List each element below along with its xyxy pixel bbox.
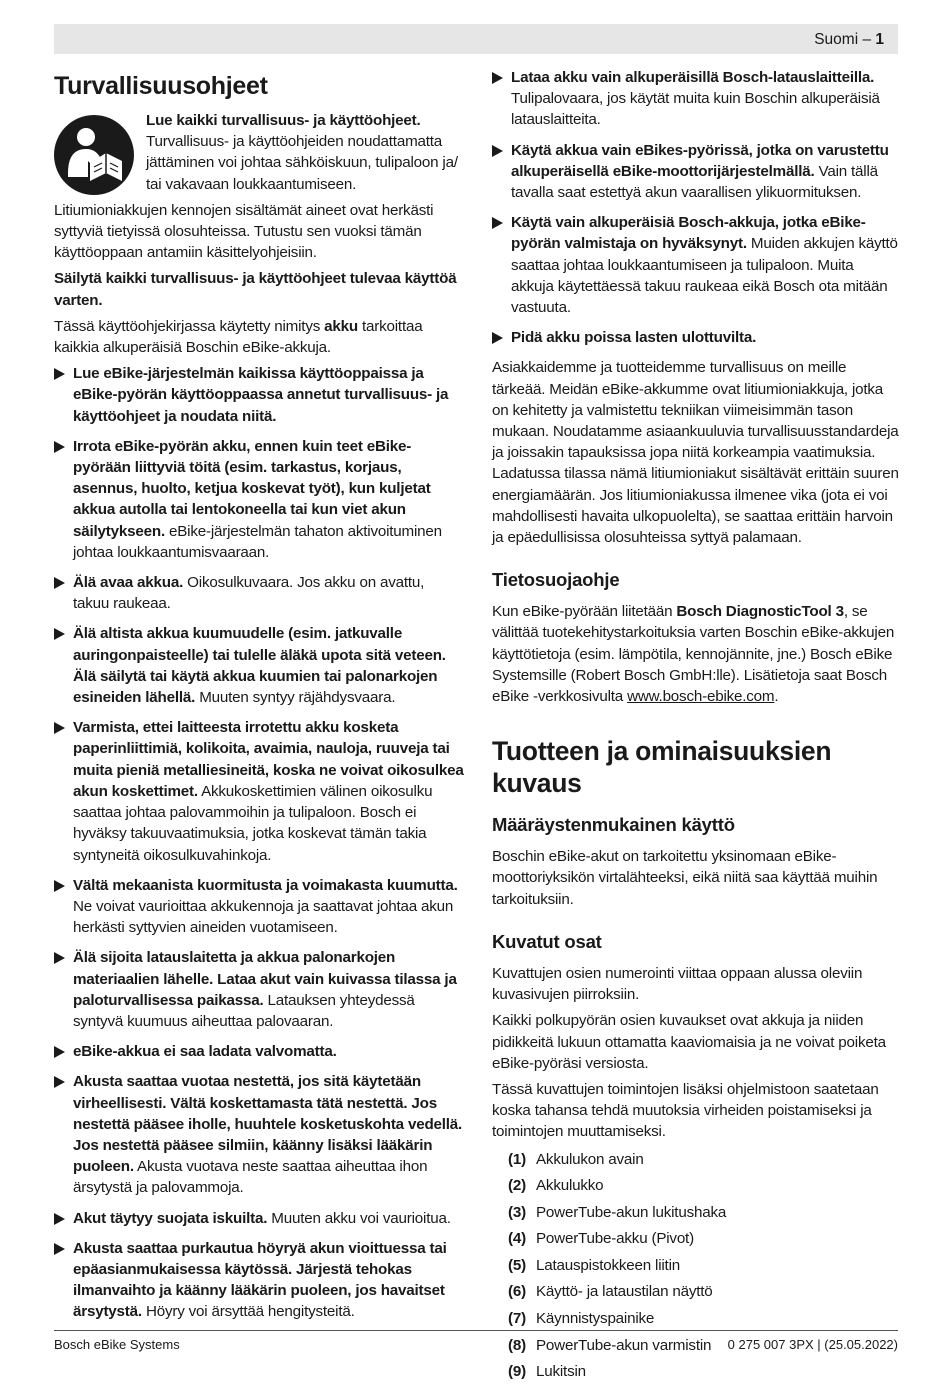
- part-label: Akkulukon avain: [536, 1150, 644, 1168]
- part-number: (5): [508, 1256, 526, 1274]
- item-bold: Akusta saattaa purkautua höyryä akun vioittuessa tai epäasianmukaisessa käytössä. Järjestä tehokas ilmanvaihto ja käänny lääkärin puoleen, jos havaitset ärsytystä.: [73, 1239, 447, 1321]
- parts-title: Kuvatut osat: [492, 930, 602, 952]
- part-number: (4): [508, 1230, 526, 1248]
- part-number: (3): [508, 1203, 526, 1221]
- left-column: [54, 70, 464, 1332]
- bosch-ebike-link[interactable]: www.bosch-ebike.com: [627, 688, 775, 706]
- right-column: [492, 67, 900, 1388]
- item-bold: Käytä vain alkuperäisiä Bosch-akkuja, jotka eBike-pyörän valmistaja on hyväksynyt.: [511, 214, 866, 253]
- item-text: Oikosulkuvaara. Jos akku on avattu, takuu raukeaa.: [73, 574, 425, 613]
- list-item: [492, 1202, 900, 1223]
- item-bold: Pidä akku poissa lasten ulottuvilta.: [511, 329, 757, 347]
- intro-block: [54, 110, 464, 200]
- privacy-tool-name: Bosch DiagnosticTool 3: [676, 603, 844, 621]
- item-bold: Varmista, ettei laitteesta irrotettu akku kosketa paperinliittimiä, kolikoita, avaimia, nauloja, ruuveja tai muita pieniä metalliesineitä, koska ne voivat oikosulkea akun koskettimet.: [73, 719, 464, 800]
- item-text: eBike-järjestelmän tahaton aktivoituminen johtaa loukkaantumisvaaraan.: [73, 522, 442, 561]
- part-number: (9): [508, 1363, 526, 1381]
- list-item: [492, 140, 900, 204]
- list-item: [492, 1149, 900, 1170]
- item-bold: Älä sijoita latauslaitetta ja akkua palonarkojen materiaalien lähelle. Lataa akut vain kuivassa tilassa ja paloturvallisessa paikassa.: [73, 949, 457, 1009]
- privacy-end: .: [774, 688, 779, 706]
- part-label: PowerTube-akku (Pivot): [536, 1230, 694, 1248]
- intro-rest: Turvallisuus- ja käyttöohjeiden noudattamatta jättäminen voi johtaa sähköiskuun, tulipaloon ja/ tai vakavaan loukkaantumiseen.: [146, 133, 458, 193]
- parts-paragraph-3: Tässä kuvattujen toimintojen lisäksi ohjelmistoon saatetaan koska tahansa tehdä muutoksia virheiden poistamiseksi ja toimintojen muuttamiseksi.: [492, 1080, 879, 1141]
- item-text: Ne voivat vaurioittaa akkukennoja ja saattavat johtaa akun herkästi syttyvien aineiden vuotamiseen.: [73, 897, 454, 937]
- list-item: [492, 1175, 900, 1196]
- list-item: [54, 363, 464, 427]
- safety-list: [54, 363, 464, 1322]
- privacy-paragraph: [492, 601, 900, 707]
- item-bold: Käytä akkua vain eBikes-pyörissä, jotka on varustettu alkuperäisellä eBike-moottorijärjestelmällä.: [511, 141, 889, 180]
- safety-title: Turvallisuusohjeet: [54, 72, 268, 100]
- item-text: Vain tällä tavalla saat estettyä akun vaarallisen ylikuormituksen.: [511, 162, 878, 202]
- list-item: [492, 1228, 900, 1249]
- list-item: [492, 1255, 900, 1276]
- footer-doc-number: 0 275 007 3PX | (25.05.2022): [727, 1337, 898, 1352]
- safety-statement: Asiakkaidemme ja tuotteidemme turvallisuus on meille tärkeää. Meidän eBike-akkumme ovat litiumioniakkuja, jotka on kehitetty ja valmistettu tekniikan viimeisimmän tason mukaan. Noudatamme asiaankuuluvia turvallisuusstandardeja ja joissakin tapauksissa jopa niitä korkeampia vaatimuksia. Ladatussa tilassa nämä litiumioniakut sisältävät erittäin suuren energiamäärän. Jos litiumioniakussa ilmenee vika (jota ei voi mahdollisesti havaita ulkopuolelta), se saattaa erittäin harvoin ja epäedullisissa olosuhteissa syttyä palamaan.: [492, 359, 899, 547]
- item-bold: Vältä mekaanista kuormitusta ja voimakasta kuumutta.: [73, 876, 458, 894]
- item-text: Muuten akku voi vaurioitua.: [267, 1209, 451, 1227]
- list-item: [492, 67, 900, 131]
- item-text: Latauksen yhteydessä syntyvä kuumuus aiheuttaa palovaaran.: [73, 991, 415, 1030]
- list-item: [54, 1071, 464, 1198]
- part-label: Lukitsin: [536, 1363, 586, 1381]
- triangle-bullet-icon: [54, 952, 65, 964]
- item-text: Akkukoskettimien välinen oikosulku saattaa johtaa palovammoihin ja tulipaloon. Bosch ei hyväksy takuuvaatimuksia, jotka koskevat tämän takia syntyneitä oikosulkuvahinkoja.: [73, 782, 433, 864]
- term-paragraph: [54, 316, 464, 358]
- list-item: [54, 947, 464, 1032]
- list-item: [54, 1238, 464, 1323]
- list-item: [492, 1281, 900, 1302]
- charging-list: [492, 67, 900, 348]
- part-number: (7): [508, 1310, 526, 1328]
- page-header: [54, 24, 898, 54]
- list-item: [492, 327, 900, 348]
- item-bold: Älä altista akkua kuumuudelle (esim. jatkuvalle auringonpaisteelle) tai tulelle äläkä upota sitä veteen. Älä säilytä tai käytä akkua kuumien tai palonarkojen esineiden lähellä.: [73, 625, 446, 707]
- triangle-bullet-icon: [54, 880, 65, 892]
- privacy-text-c: , se välittää tuotekehitystarkoituksia varten Boschin eBike-akkujen käyttötietoja (esim. lämpötila, kennojännite, jne.) Bosch eBike Systemsille (Robert Bosch GmbH:lle). Lisätietoja saat Bosch eBike -verkkosivulta: [492, 603, 895, 706]
- triangle-bullet-icon: [54, 1046, 65, 1058]
- part-label: Akkulukko: [536, 1177, 604, 1195]
- item-text: Muiden akkujen käyttö saattaa johtaa loukkaantumiseen ja tulipaloon. Muita akkuja käytettäessä takuu raukeaa eikä Bosch ota mitään vastuuta.: [511, 235, 898, 317]
- part-label: Latauspistokkeen liitin: [536, 1256, 680, 1274]
- list-item: [54, 436, 464, 563]
- part-label: Käyttö- ja lataustilan näyttö: [536, 1283, 713, 1301]
- item-text: Muuten syntyy räjähdysvaara.: [195, 689, 396, 707]
- page-number: 1: [875, 31, 884, 48]
- list-item: [54, 875, 464, 939]
- intended-use-title: Määräystenmukainen käyttö: [492, 814, 735, 836]
- list-item: [54, 717, 464, 865]
- page-footer: [54, 1330, 898, 1355]
- term-text-c: tarkoittaa kaikkia alkuperäisiä Boschin eBike-akkuja.: [54, 317, 423, 357]
- triangle-bullet-icon: [54, 1213, 65, 1225]
- item-text: Akusta vuotava neste saattaa aiheuttaa ihon ärsytystä ja palovammoja.: [73, 1158, 428, 1197]
- list-item: [54, 623, 464, 708]
- product-title: Tuotteen ja ominaisuuksien kuvaus: [492, 736, 832, 799]
- part-number: (1): [508, 1150, 526, 1168]
- parts-paragraph-1: Kuvattujen osien numerointi viittaa oppaan alussa oleviin kuvasivujen piirroksiin.: [492, 964, 863, 1004]
- triangle-bullet-icon: [492, 72, 503, 84]
- parts-paragraph-2: Kaikki polkupyörän osien kuvaukset ovat akkuja ja niiden pidikkeitä lukuun ottamatta kaaviomaisia ja ne voivat poiketa eBike-pyöräsi versiosta.: [492, 1012, 886, 1072]
- keep-instructions: Säilytä kaikki turvallisuus- ja käyttöohjeet tulevaa käyttöä varten.: [54, 270, 457, 309]
- header-language: Suomi: [814, 31, 859, 48]
- part-number: (8): [508, 1336, 526, 1354]
- intended-use-text: Boschin eBike-akut on tarkoitettu yksinomaan eBike-moottoriyksikön virtalähteeksi, eikä niitä saa käyttää muihin tarkoituksiin.: [492, 848, 878, 908]
- privacy-title: Tietosuojaohje: [492, 569, 620, 591]
- triangle-bullet-icon: [54, 441, 65, 453]
- intro-bold: Lue kaikki turvallisuus- ja käyttöohjeet.: [146, 112, 421, 129]
- triangle-bullet-icon: [54, 1076, 65, 1088]
- list-item: [492, 1361, 900, 1382]
- term-text-bold: akku: [324, 317, 358, 335]
- item-bold: Lataa akku vain alkuperäisillä Bosch-latauslaitteilla.: [511, 69, 875, 86]
- part-number: (2): [508, 1177, 526, 1195]
- triangle-bullet-icon: [54, 577, 65, 589]
- list-item: [54, 1208, 464, 1229]
- item-bold: Irrota eBike-pyörän akku, ennen kuin teet eBike-pyörään liittyviä töitä (esim. tarkastus, korjaus, asennus, huolto, ketjua koskevat työt), kun kuljetat akkua autolla tai lentokoneella tai kun viet akun säilytykseen.: [73, 437, 431, 540]
- item-text: Tulipalovaara, jos käytät muita kuin Boschin alkuperäisiä latauslaitteita.: [511, 90, 880, 129]
- header-separator: –: [858, 31, 876, 48]
- list-item: [492, 1308, 900, 1329]
- lithium-paragraph: Litiumioniakkujen kennojen sisältämät aineet ovat herkästi syttyviä tietyissä olosuhteissa. Tutustu sen vuoksi tämän käyttöoppaan antamiin käsittelyohjeisiin.: [54, 201, 434, 262]
- triangle-bullet-icon: [54, 722, 65, 734]
- part-label: PowerTube-akun lukitushaka: [536, 1203, 727, 1221]
- part-number: (6): [508, 1283, 526, 1301]
- item-bold: eBike-akkua ei saa ladata valvomatta.: [73, 1043, 337, 1061]
- footer-brand: Bosch eBike Systems: [54, 1337, 180, 1352]
- part-label: PowerTube-akun varmistin: [536, 1336, 712, 1354]
- item-bold: Älä avaa akkua.: [73, 574, 184, 592]
- item-bold: Akusta saattaa vuotaa nestettä, jos sitä käytetään virheellisesti. Vältä koskettamasta tätä nestettä. Jos nestettä pääsee iholle, huuhtele kosketuskohta vedellä. Jos nestettä pääsee silmiin, käänny lisäksi lääkärin puoleen.: [73, 1073, 463, 1176]
- term-text-a: Tässä käyttöohjekirjassa käytetty nimitys: [54, 317, 325, 335]
- triangle-bullet-icon: [54, 628, 65, 640]
- read-manual-icon: [54, 115, 134, 195]
- item-bold: Akut täytyy suojata iskuilta.: [73, 1209, 268, 1227]
- list-item: [54, 572, 464, 614]
- item-bold: Lue eBike-järjestelmän kaikissa käyttöoppaissa ja eBike-pyörän käyttöoppaassa annetut turvallisuus- ja käyttöohjeet ja noudata niitä.: [73, 365, 449, 425]
- privacy-text-a: Kun eBike-pyörään liitetään: [492, 603, 677, 621]
- triangle-bullet-icon: [54, 368, 65, 380]
- triangle-bullet-icon: [492, 332, 503, 344]
- list-item: [54, 1041, 464, 1062]
- item-text: Höyry voi ärsyttää hengitysteitä.: [141, 1303, 355, 1321]
- triangle-bullet-icon: [54, 1243, 65, 1255]
- list-item: [492, 212, 900, 318]
- triangle-bullet-icon: [492, 145, 503, 157]
- triangle-bullet-icon: [492, 217, 503, 229]
- part-label: Käynnistyspainike: [536, 1310, 655, 1328]
